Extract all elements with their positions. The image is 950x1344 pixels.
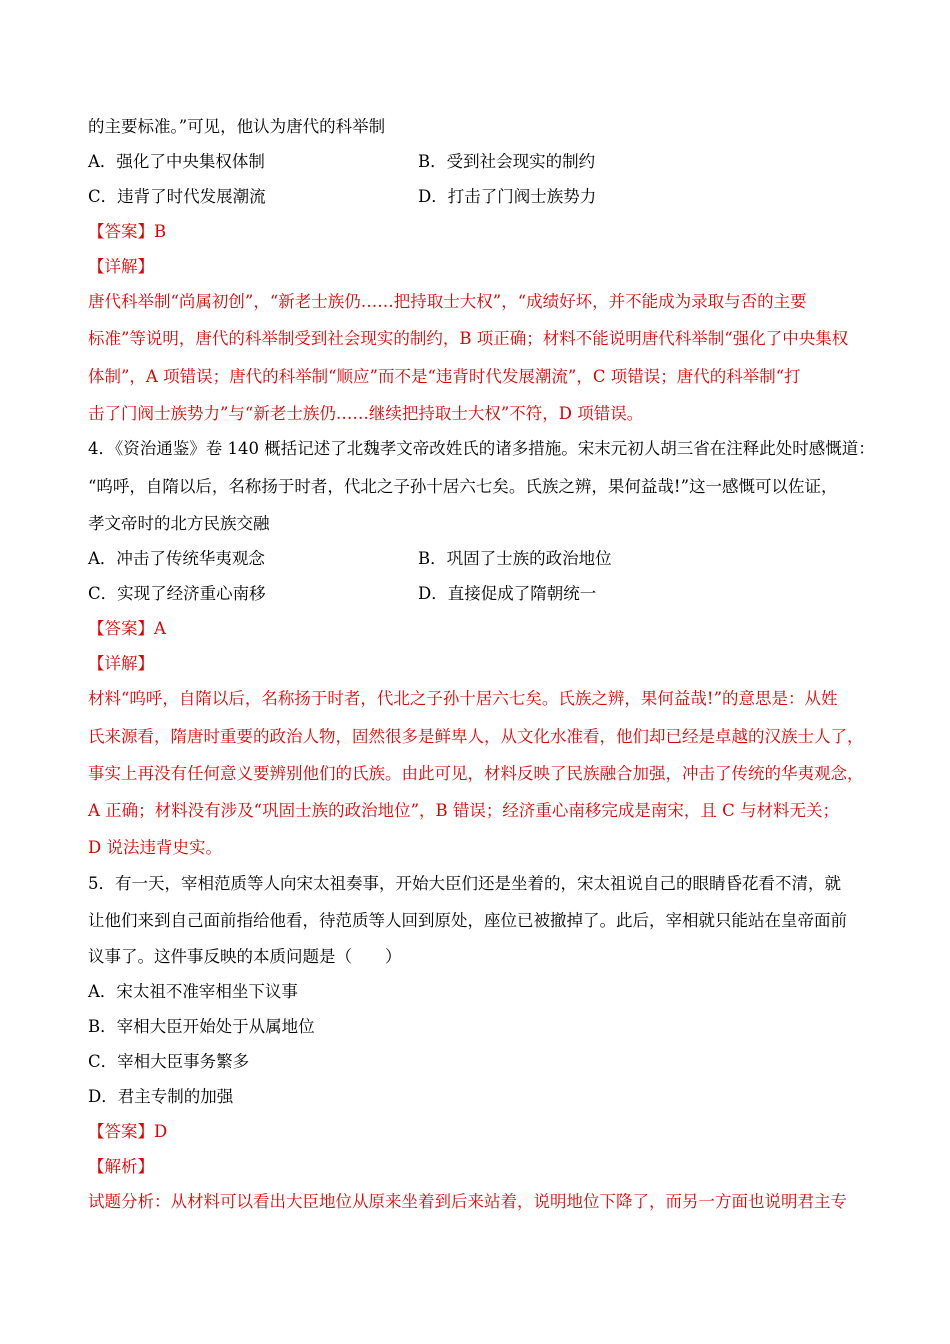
q4-detail-line: A 正确；材料没有涉及“巩固士族的政治地位”，B 错误；经济重心南移完成是南宋，且 C 与材料无关；	[88, 801, 840, 820]
q3-option-c: C．违背了时代发展潮流	[88, 187, 266, 206]
q3-stem-tail: 的主要标准。”可见，他认为唐代的科举制	[88, 117, 386, 136]
q5-answer: 【答案】D	[88, 1122, 168, 1141]
q5-option-a: A．宋太祖不准宰相坐下议事	[88, 982, 298, 1001]
q4-option-c: C．实现了经济重心南移	[88, 584, 266, 603]
q4-detail-line: 事实上再没有任何意义要辨别他们的氏族。由此可见，材料反映了民族融合加强，冲击了传统的华夷观念，	[88, 764, 864, 783]
q3-option-d: D．打击了门阀士族势力	[418, 187, 597, 206]
q4-detail-line: D 说法违背史实。	[88, 838, 222, 857]
q4-option-d: D．直接促成了隋朝统一	[418, 584, 597, 603]
q3-detail-line: 击了门阀士族势力”与“新老士族仍……继续把持取士大权”不符，D 项错误。	[88, 404, 644, 423]
q3-answer: 【答案】B	[88, 222, 167, 241]
q4-detail-heading: 【详解】	[88, 654, 154, 673]
q5-option-c: C．宰相大臣事务繁多	[88, 1052, 250, 1071]
q3-detail-line: 唐代科举制“尚属初创”，“新老士族仍……把持取士大权”，“成绩好坏，并不能成为录取与否的主要	[88, 292, 807, 311]
q5-stem-line: 让他们来到自己面前指给他看，待范质等人回到原处，座位已被撤掉了。此后，宰相就只能站在皇帝面前	[88, 911, 847, 930]
q4-stem-line: “呜呼，自隋以后，名称扬于时者，代北之子孙十居六七矣。氏族之辨，果何益哉!”这一感慨可以佐证，	[88, 477, 838, 496]
q3-detail-heading: 【详解】	[88, 257, 154, 276]
q3-option-b: B．受到社会现实的制约	[418, 152, 596, 171]
q5-analysis-line: 试题分析：从材料可以看出大臣地位从原来坐着到后来站着，说明地位下降了，而另一方面也说明君主专	[88, 1192, 847, 1211]
q3-detail-line: 体制”，A 项错误；唐代的科举制“顺应”而不是“违背时代发展潮流”，C 项错误；唐代的科举制“打	[88, 367, 801, 386]
q4-option-b: B．巩固了士族的政治地位	[418, 549, 612, 568]
q4-option-a: A．冲击了传统华夷观念	[88, 549, 265, 568]
q3-option-a: A．强化了中央集权体制	[88, 152, 265, 171]
q4-detail-line: 材料“呜呼，自隋以后，名称扬于时者，代北之子孙十居六七矣。氏族之辨，果何益哉!”的意思是：从姓	[88, 689, 838, 708]
q3-detail-line: 标准”等说明，唐代的科举制受到社会现实的制约，B 项正确；材料不能说明唐代科举制“强化了中央集权	[88, 329, 849, 348]
q5-stem-line: 5．有一天，宰相范质等人向宋太祖奏事，开始大臣们还是坐着的，宋太祖说自己的眼睛昏花看不清，就	[88, 874, 841, 893]
q5-option-b: B．宰相大臣开始处于从属地位	[88, 1017, 315, 1036]
q4-stem-line: 4．《资治通鉴》卷 140 概括记述了北魏孝文帝改姓氏的诸多措施。宋末元初人胡三省在注释此处时感慨道：	[88, 439, 875, 458]
q5-stem-line: 议事了。这件事反映的本质问题是（ ）	[88, 947, 402, 966]
q4-stem-line: 孝文帝时的北方民族交融	[88, 514, 270, 533]
q5-option-d: D．君主专制的加强	[88, 1087, 234, 1106]
q5-analysis-heading: 【解析】	[88, 1157, 154, 1176]
q4-detail-line: 氏来源看，隋唐时重要的政治人物，固然很多是鲜卑人，从文化水准看，他们却已经是卓越的汉族士人了，	[88, 727, 864, 746]
q4-answer: 【答案】A	[88, 619, 166, 638]
